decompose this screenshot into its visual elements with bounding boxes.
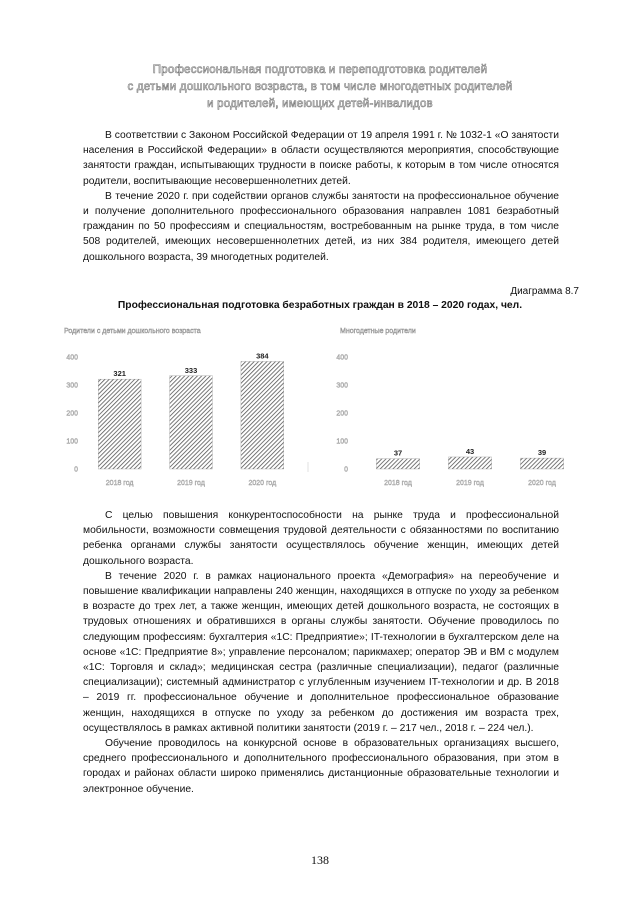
figure-number: Диаграмма 8.7 xyxy=(510,286,579,297)
y-tick-label: 200 xyxy=(336,410,348,418)
chart-large-families xyxy=(336,328,563,487)
bar xyxy=(520,458,563,469)
bar xyxy=(98,379,141,469)
bar xyxy=(170,376,213,469)
x-tick-label: 2019 год xyxy=(456,480,484,487)
x-tick-label: 2019 год xyxy=(177,480,205,487)
body-text-bottom xyxy=(83,508,559,797)
heading-line: и родителей, имеющих детей-инвалидов xyxy=(207,98,433,110)
y-tick-label: 0 xyxy=(344,466,348,474)
y-tick-label: 100 xyxy=(336,438,348,446)
data-label: 39 xyxy=(537,448,547,458)
x-tick-label: 2018 год xyxy=(384,480,412,487)
paragraph: Обучение проводилось на конкурсной основе в образовательных организациях высшего, среднего профессионального и дополнительного профессионального образования, при этом в городах и районах области широко применялись дистанционные образовательные технологии и электронное обучение. xyxy=(83,738,559,795)
paragraph: В течение 2020 г. в рамках национального проекта «Демография» на переобучение и повышение квалификации направлены 240 женщин, находящихся в отпуске по уходу за ребенком в возрасте до трех лет, а также женщин, имеющих детей дошкольного возраста, не состоящих в трудовых отношениях и обратившихся в органы службы занятости. Обучение проводилось по следующим профессиям: бухгалтерия «1С: Предприятие»; IT-технологии в бухгалтерском деле на основе «1С: Предприятие 8»; управление персоналом; парикмахер; оператор ЭВ и ВМ с модулем «1С: Торговля и склад»; медицинская сестра (различные специализации), педагог (различные специализации); системный администратор с углубленным изучением IT-технологии и др. В 2018 – 2019 гг. профессиональное обучение и дополнительное профессиональное образование женщин, находящихся в отпуске по уходу за ребенком до достижения им возраста трех, осуществлялось в рамках активной политики занятости (2019 г. – 217 чел., 2018 г. – 224 чел.). xyxy=(83,570,559,734)
paragraph: В соответствии с Законом Российской Федерации от 19 апреля 1991 г. № 1032-1 «О занятости населения в Российской Федерации» в области осуществляются мероприятия, способствующие занятости граждан, испытывающих трудности в поиске работы, к которым в том числе относятся родители, воспитывающие несовершеннолетних детей. xyxy=(83,130,559,187)
y-tick-label: 100 xyxy=(66,438,78,446)
page-number: 138 xyxy=(311,853,329,867)
y-tick-label: 400 xyxy=(336,354,348,362)
chart-title: Родители с детьми дошкольного возраста xyxy=(64,328,201,335)
data-label: 333 xyxy=(184,365,198,375)
figure-title: Профессиональная подготовка безработных граждан в 2018 – 2020 годах, чел. xyxy=(117,300,523,311)
data-label: 321 xyxy=(113,369,126,379)
paragraph: В течение 2020 г. при содействии органов службы занятости на профессиональное обучение и получение дополнительного профессионального образования направлен 1081 безработный гражданин по 50 профессиям и специальностям, востребованным на рынке труда, в том числе 508 родителей, имеющих несовершеннолетних детей, из них 384 родителя, имеющего детей дошкольного возраста, 39 многодетных родителей. xyxy=(83,190,559,263)
bar xyxy=(448,457,491,469)
chart-preschool-parents xyxy=(64,328,308,487)
heading-line: Профессиональная подготовка и переподготовка родителей xyxy=(152,64,488,76)
paragraph: С целью повышения конкурентоспособности на рынке труда и профессиональной мобильности, возможности совмещения трудовой деятельности с обязанностями по воспитанию ребенка органами службы занятости осуществлялось обучение женщин, имеющих детей дошкольного возраста. xyxy=(83,510,559,567)
chart-title: Многодетные родители xyxy=(340,328,416,335)
data-label: 384 xyxy=(256,351,269,361)
y-tick-label: 300 xyxy=(66,382,78,390)
x-tick-label: 2020 год xyxy=(528,480,556,487)
data-label: 43 xyxy=(465,446,475,456)
bar xyxy=(241,361,284,469)
data-label: 37 xyxy=(393,448,403,458)
y-tick-label: 300 xyxy=(336,382,348,390)
x-tick-label: 2018 год xyxy=(105,480,134,487)
x-tick-label: 2020 год xyxy=(248,480,277,487)
y-tick-label: 0 xyxy=(74,466,78,474)
bar xyxy=(376,459,419,469)
y-tick-label: 400 xyxy=(66,354,78,362)
heading-line: с детьми дошкольного возраста, в том числе многодетных родителей xyxy=(127,81,513,93)
y-tick-label: 200 xyxy=(66,410,78,418)
